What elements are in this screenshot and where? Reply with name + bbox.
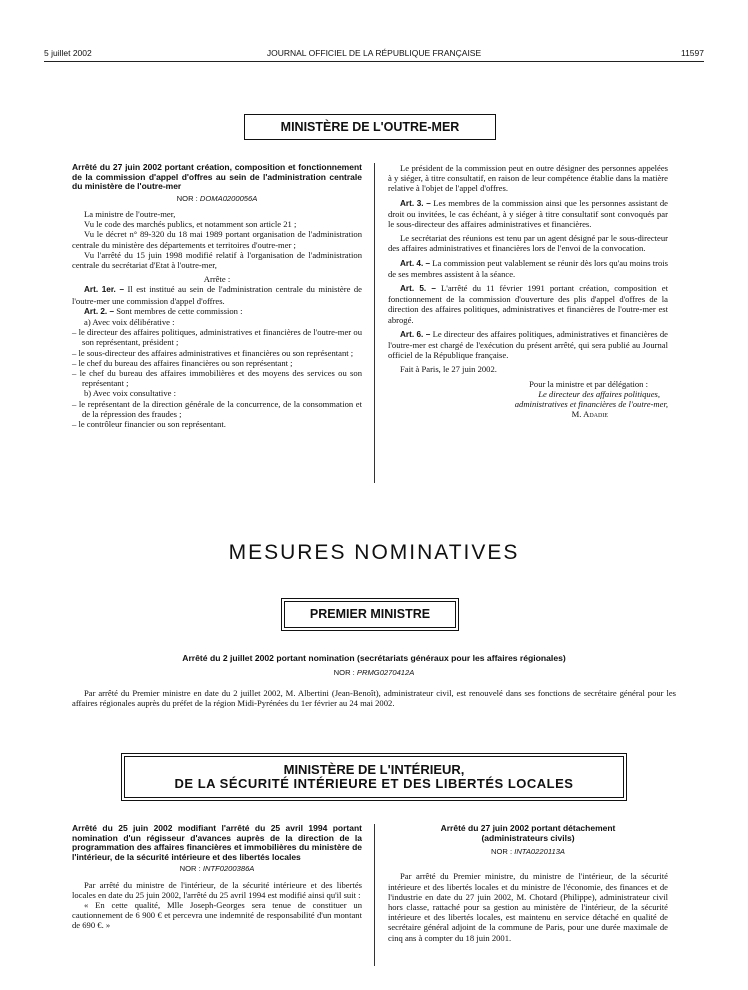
- article-label: Art. 2. –: [84, 306, 115, 316]
- list-item: – le directeur des affaires politiques, administratives et financières de l'outre-mer ou son représentant, président ;: [72, 327, 362, 348]
- article-2: [72, 306, 362, 317]
- arrete-title: Arrêté du 27 juin 2002 portant création, composition et fonctionnement de la commission d'appel d'offres au sein de l'administration centrale du ministère de l'outre-mer: [72, 162, 362, 192]
- section1-left-column: [72, 163, 362, 429]
- list-item: – le chef du bureau des affaires immobilières et des moyens des services ou son représentant ;: [72, 368, 362, 389]
- nor-label: NOR :: [490, 847, 513, 857]
- arrete-line: Arrête :: [203, 274, 231, 285]
- article-label: Art. 6. –: [400, 329, 431, 339]
- nor-reference: [388, 847, 668, 857]
- signature-line: Le directeur des affaires politiques,: [538, 388, 660, 399]
- list-item: – le sous-directeur des affaires administratives et financières ou son représentant ;: [72, 347, 354, 358]
- nor-code: INTF0200386A: [202, 864, 255, 874]
- header-page-number: 11597: [680, 48, 704, 58]
- paragraph: Le président de la commission peut en outre désigner des personnes appelées à y siéger, à titre consultatif, en raison de leur compétence établie dans la matière relative à l'objet de l'appel d'offres.: [388, 163, 668, 194]
- paragraph: Le secrétariat des réunions est tenu par un agent désigné par le sous-directeur des affaires administratives et financières lors de l'envoi de la convocation.: [388, 233, 668, 254]
- column-divider: [374, 824, 375, 966]
- nor-code: DOMA0200056A: [199, 193, 258, 203]
- paragraph: Par arrêté du ministre de l'intérieur, de la sécurité intérieure et des libertés locales en date du 25 juin 2002, l'arrêté du 25 avril 1994 est modifié ainsi qu'il suit :: [72, 879, 362, 900]
- list-heading: b) Avec voix consultative :: [84, 388, 176, 399]
- list-item: – le chef du bureau des affaires financières ou son représentant ;: [72, 357, 293, 368]
- signature-line: Pour la ministre et par délégation :: [529, 378, 648, 389]
- nor-label: NOR :: [179, 864, 201, 874]
- article-text: Il est institué au sein de l'administration centrale du ministère de l'outre-mer une commission d'appel d'offres.: [72, 284, 362, 306]
- nor-reference: [72, 668, 676, 677]
- nor-code: INTA0220113A: [514, 847, 566, 857]
- paragraph: Vu le code des marchés publics, et notamment son article 21 ;: [84, 219, 297, 230]
- article-label: Art. 1er. –: [84, 285, 124, 295]
- heading-line: MINISTÈRE DE L'INTÉRIEUR,: [283, 762, 465, 777]
- column-divider: [374, 163, 375, 483]
- nor-label: NOR :: [333, 668, 355, 677]
- paragraph: Vu l'arrêté du 15 juin 1998 modifié relatif à l'organisation de l'administration centrale du secrétariat d'Etat à l'outre-mer,: [72, 249, 362, 270]
- article-1: [72, 284, 362, 305]
- nor-reference: [72, 194, 362, 204]
- header-rule: [44, 61, 704, 62]
- article-text: Le directeur des affaires politiques, administratives et financières de l'outre-mer est chargé de l'exécution du présent arrêté, qui sera publié au Journal officiel de la République française.: [388, 328, 668, 361]
- article-3: [388, 198, 668, 230]
- section-heading-interieur: [124, 756, 624, 798]
- list-heading: a) Avec voix délibérative :: [84, 317, 175, 328]
- article-text: Les membres de la commission ainsi que les personnes assistant de droit ou invitées, le cas échéant, à y siéger à titre consultatif sont convoqués par le sous-directeur des affaires administratives et financières.: [388, 197, 668, 230]
- nor-code: PRMG0270412A: [356, 668, 415, 677]
- article-text: L'arrêté du 11 février 1991 portant création, composition et fonctionnement de la commission d'ouverture des plis d'appel d'offres de la direction des affaires politiques, administratives et financières de l'outre-mer est abrogé.: [388, 283, 668, 325]
- signature-place-date: Fait à Paris, le 27 juin 2002.: [400, 364, 497, 375]
- article-text: Sont membres de cette commission :: [116, 305, 243, 316]
- article-label: Art. 4. –: [400, 258, 431, 268]
- paragraph: Vu le décret n° 89-320 du 18 mai 1989 portant organisation de l'administration centrale du ministère des départements et territoires d'outre-mer ;: [72, 229, 362, 250]
- arrete-title: Arrêté du 2 juillet 2002 portant nomination (secrétariats généraux pour les affaires régionales): [182, 653, 566, 663]
- section2-body: [72, 688, 676, 708]
- paragraph: Par arrêté du Premier ministre en date du 2 juillet 2002, M. Albertini (Jean-Benoît), administrateur civil, est renouvelé dans ses fonctions de secrétaire général pour les affaires régionales auprès du préfet de la région Midi-Pyrénées du 1er février au 24 mai 2002.: [72, 688, 676, 709]
- article-text: La commission peut valablement se réunir dès lors qu'au moins trois de ses membres assistent à la séance.: [388, 257, 668, 279]
- article-5: [388, 283, 668, 325]
- list-item: – le contrôleur financier ou son représentant.: [72, 419, 226, 430]
- article-6: [388, 329, 668, 361]
- section3-right-column: [388, 824, 668, 943]
- arrete-title: Arrêté du 27 juin 2002 portant détachement: [440, 823, 616, 833]
- section-heading-outre-mer: MINISTÈRE DE L'OUTRE-MER: [244, 114, 496, 140]
- article-label: Art. 3. –: [400, 198, 431, 208]
- paragraph: La ministre de l'outre-mer,: [84, 208, 176, 219]
- heading-line: DE LA SÉCURITÉ INTÉRIEURE ET DES LIBERTÉS LOCALES: [174, 776, 574, 791]
- arrete-subtitle: (administrateurs civils): [481, 832, 575, 843]
- article-4: [388, 258, 668, 279]
- list-item: – le représentant de la direction générale de la concurrence, de la consommation et de la répression des fraudes ;: [72, 398, 362, 419]
- section1-right-column: [388, 163, 668, 419]
- nor-reference: [72, 864, 362, 874]
- section-heading-premier-ministre: PREMIER MINISTRE: [284, 601, 456, 628]
- nor-label: NOR :: [176, 193, 198, 203]
- arrete-title: Arrêté du 25 juin 2002 modifiant l'arrêté du 25 avril 1994 portant nomination d'un régisseur d'avances auprès de la direction de la programmation des affaires financières et immobilières du ministère de l'intérieur, de la sécurité intérieure et des libertés locales: [72, 823, 362, 862]
- paragraph: « En cette qualité, Mlle Joseph-Georges sera tenue de constituer un cautionnement de 6 900 € et percevra une indemnité de responsabilité d'un montant de 690 €. »: [72, 899, 362, 931]
- paragraph: Par arrêté du Premier ministre, du ministre de l'intérieur, de la sécurité intérieure et des libertés locales et du ministre de l'économie, des finances et de l'industrie en date du 27 juin 2002, M. Chotard (Philippe), administrateur civil hors classe, rattaché pour sa gestion au ministère de l'intérieur, de la sécurité intérieure et des libertés locales, est maintenu en service détaché en qualité de secrétaire général adjoint de la commune de Paris, pour une durée maximale de cinq ans à compter du 18 juin 2001.: [388, 871, 668, 943]
- section3-left-column: [72, 824, 362, 931]
- header-date: 5 juillet 2002: [44, 48, 92, 58]
- signature-line: administratives et financières de l'outre-mer,: [514, 399, 668, 410]
- mesures-nominatives-heading: MESURES NOMINATIVES: [228, 541, 520, 564]
- article-label: Art. 5. –: [400, 284, 436, 294]
- header-journal: JOURNAL OFFICIEL DE LA RÉPUBLIQUE FRANÇAISE: [266, 48, 482, 58]
- signatory-name: M. Adadie: [571, 409, 608, 420]
